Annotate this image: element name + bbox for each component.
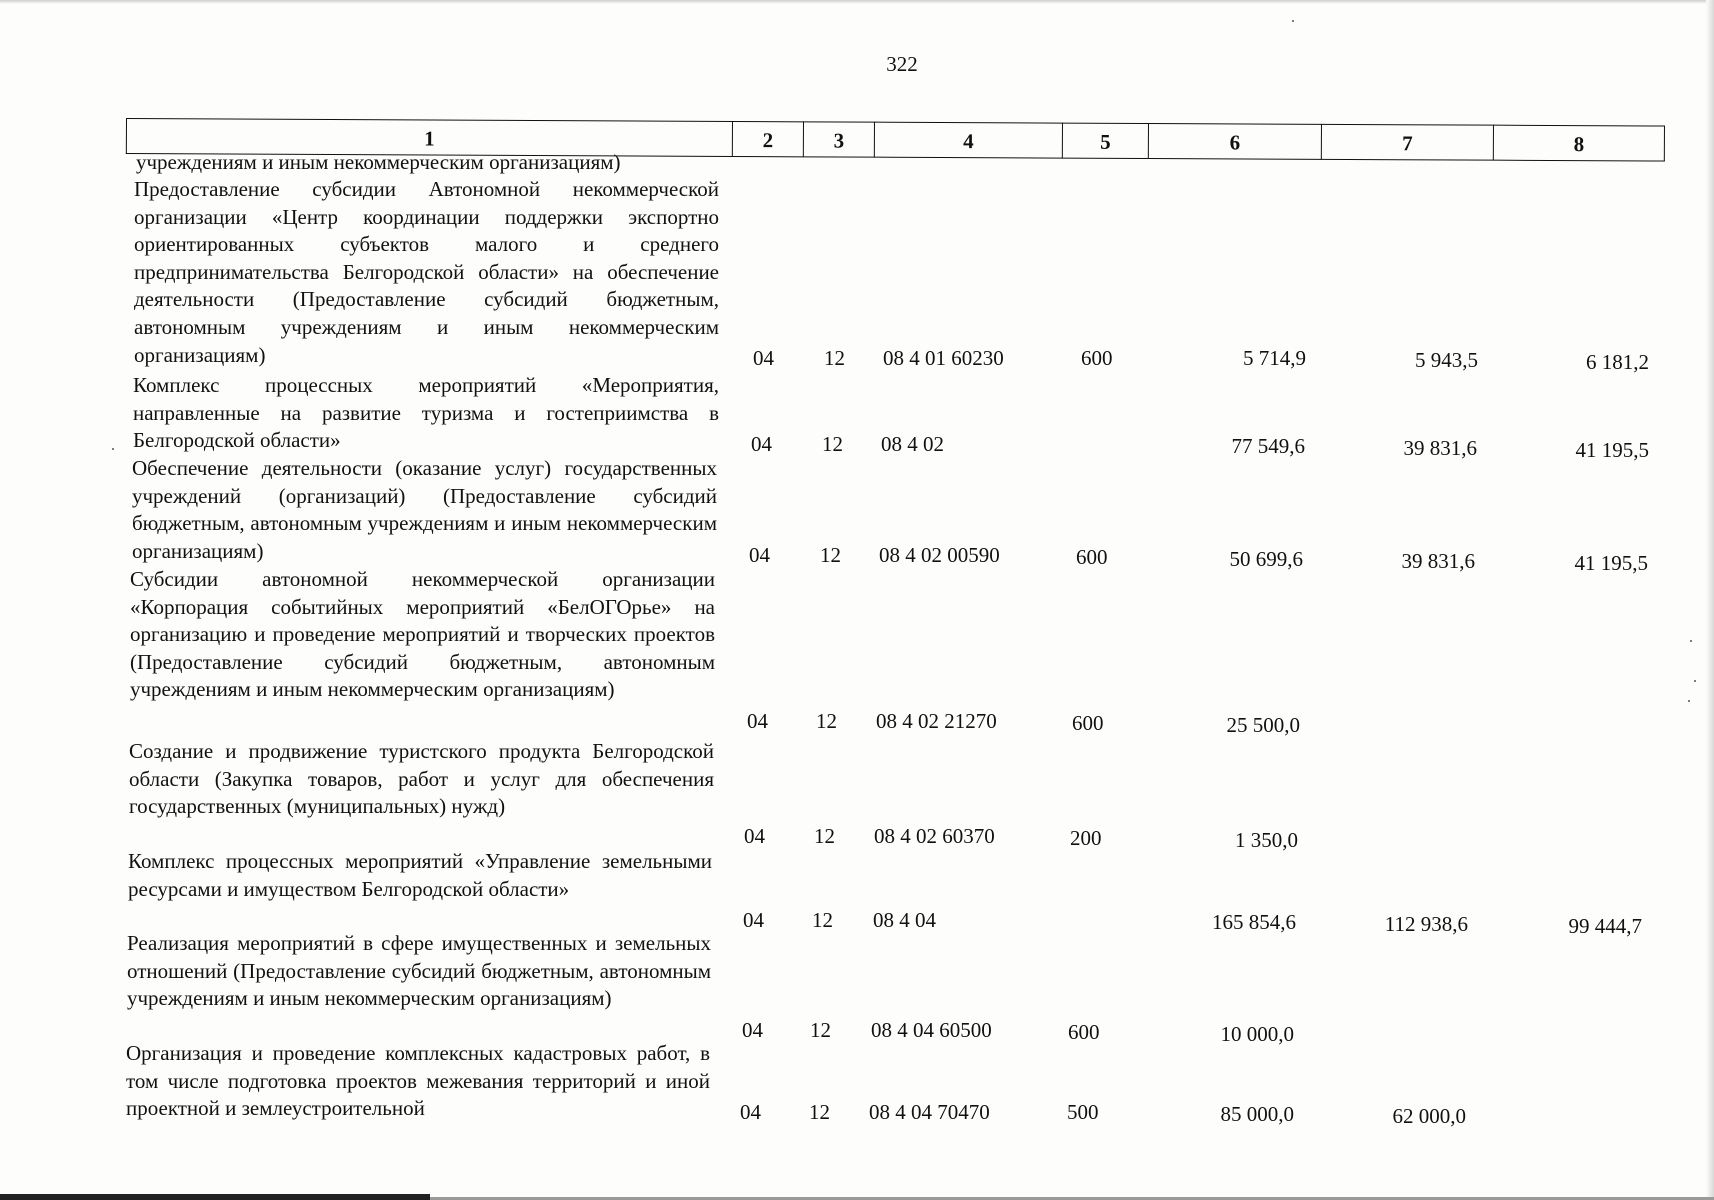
row-year3: 6 181,2: [1586, 350, 1649, 374]
row-target-article: 08 4 01 60230: [883, 346, 1004, 370]
row-subsection: 12: [822, 432, 843, 456]
row-year1: 165 854,6: [1212, 910, 1296, 934]
row-section: 04: [749, 543, 770, 567]
scan-speck: [1688, 700, 1690, 702]
row-section: 04: [742, 1018, 763, 1042]
row-year1: 25 500,0: [1226, 713, 1300, 737]
header-col-5: 5: [1062, 123, 1148, 158]
row-description: Комплекс процессных мероприятий «Управление земельными ресурсами и имуществом Белгородской области»: [128, 849, 712, 901]
row-description: Комплекс процессных мероприятий «Мероприятия, направленные на развитие туризма и гостеприимства в Белгородской области»: [133, 373, 719, 453]
row-year1: 77 549,6: [1231, 434, 1305, 458]
row-subsection: 12: [824, 346, 845, 370]
scan-edge-bottom: [0, 1194, 430, 1200]
row-subsection: 12: [812, 908, 833, 932]
row-expense-type: 600: [1072, 711, 1104, 735]
row-expense-type: 200: [1070, 826, 1102, 850]
header-col-4: 4: [874, 122, 1062, 158]
scan-speck: [112, 448, 114, 450]
row-section: 04: [740, 1100, 761, 1124]
header-col-2: 2: [732, 121, 803, 156]
row-target-article: 08 4 02 00590: [879, 543, 1000, 567]
row-description: Создание и продвижение туристского продукта Белгородской области (Закупка товаров, работ и услуг для обеспечения государственных (муниципальных) нужд): [129, 739, 714, 819]
row-description: Субсидии автономной некоммерческой организации «Корпорация событийных мероприятий «БелОГОрье» на организацию и проведение мероприятий и творческих проектов (Предоставление субсидий бюджетным, автономным учреждениям и иным некоммерческим организациям): [130, 567, 715, 702]
row-target-article: 08 4 02: [881, 432, 944, 456]
row-target-article: 08 4 04: [873, 908, 936, 932]
row-year2: 112 938,6: [1384, 912, 1468, 936]
row-description: Реализация мероприятий в сфере имущественных и земельных отношений (Предоставление субсидий бюджетным, автономным учреждениям и иным некоммерческим организациям): [127, 931, 711, 1011]
row-expense-type: 600: [1068, 1020, 1100, 1044]
row-expense-type: 600: [1076, 545, 1108, 569]
header-col-1: 1: [126, 119, 732, 157]
row-target-article: 08 4 02 21270: [876, 709, 997, 733]
scan-speck: [1292, 20, 1294, 22]
row-expense-type: 600: [1081, 346, 1113, 370]
row-target-article: 08 4 04 70470: [869, 1100, 990, 1124]
header-col-8: 8: [1493, 125, 1664, 161]
row-year1: 85 000,0: [1220, 1102, 1294, 1126]
scan-speck: [1690, 640, 1692, 642]
row-subsection: 12: [814, 824, 835, 848]
row-section: 04: [753, 346, 774, 370]
row-year1: 10 000,0: [1220, 1022, 1294, 1046]
row-year1: 1 350,0: [1235, 828, 1298, 852]
header-col-3: 3: [803, 122, 874, 157]
row-description: учреждениям и иным некоммерческим организациям): [136, 150, 621, 174]
scan-speck: [1694, 680, 1696, 682]
row-year2: 5 943,5: [1415, 348, 1478, 372]
header-col-7: 7: [1321, 124, 1493, 160]
row-section: 04: [743, 908, 764, 932]
row-year3: 41 195,5: [1574, 551, 1648, 575]
row-year2: 39 831,6: [1401, 549, 1475, 573]
row-expense-type: 500: [1067, 1100, 1099, 1124]
row-description: Обеспечение деятельности (оказание услуг) государственных учреждений (организаций) (Предоставление субсидий бюджетным, автономным учреждениям и иным некоммерческим организациям): [132, 456, 717, 563]
header-col-6: 6: [1148, 123, 1321, 159]
row-subsection: 12: [809, 1100, 830, 1124]
row-subsection: 12: [820, 543, 841, 567]
row-target-article: 08 4 02 60370: [874, 824, 995, 848]
row-year3: 41 195,5: [1575, 438, 1649, 462]
row-target-article: 08 4 04 60500: [871, 1018, 992, 1042]
row-subsection: 12: [816, 709, 837, 733]
row-description: Предоставление субсидии Автономной некоммерческой организации «Центр координации поддержки экспортно ориентированных субъектов малого и среднего предпринимательства Белгородской области» на обеспечение деятельности (Предоставление субсидий бюджетным, автономным учреждениям и иным некоммерческим организациям): [134, 177, 719, 367]
scan-edge-right: [1706, 0, 1714, 1200]
row-year3: 99 444,7: [1568, 914, 1642, 938]
page-number: 322: [886, 52, 918, 76]
row-description: Организация и проведение комплексных кадастровых работ, в том числе подготовка проектов межевания территорий и иной проектной и землеустроительной: [126, 1041, 710, 1121]
row-year2: 62 000,0: [1392, 1104, 1466, 1128]
row-year2: 39 831,6: [1403, 436, 1477, 460]
row-section: 04: [744, 824, 765, 848]
row-subsection: 12: [810, 1018, 831, 1042]
row-section: 04: [747, 709, 768, 733]
scan-edge-top: [0, 0, 1714, 4]
row-year1: 5 714,9: [1243, 346, 1306, 370]
row-year1: 50 699,6: [1229, 547, 1303, 571]
row-section: 04: [751, 432, 772, 456]
